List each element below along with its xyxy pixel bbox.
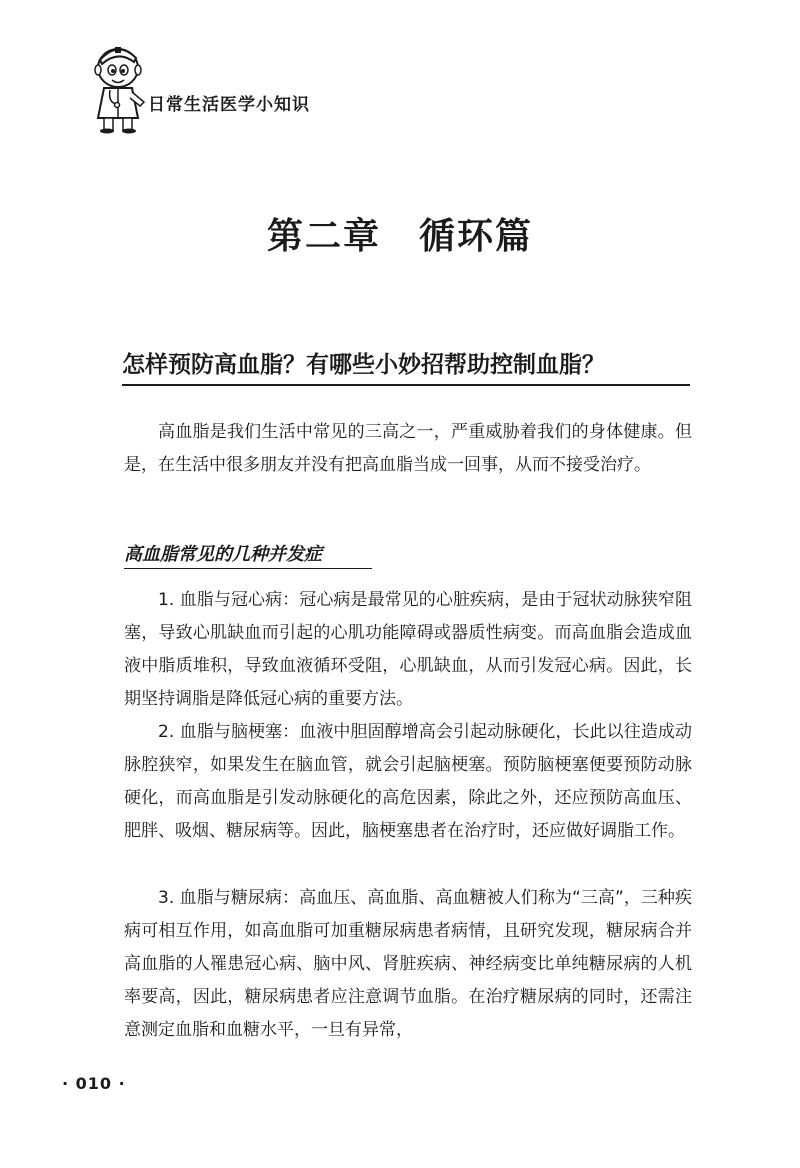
subsection-heading: 高血脂常见的几种并发症 [124,544,322,565]
complication-item-diabetes: 3. 血脂与糖尿病：高血压、高血脂、高血糖被人们称为“三高”，三种疾病可相互作用，如高血脂可加重糖尿病患者病情，且研究发现，糖尿病合并高血脂的人罹患冠心病、脑中风、肾脏疾病、神经病变比单纯糖尿病的人机率要高，因此，糖尿病患者应注意调节血脂。在治疗糖尿病的同时，还需注意测定血脂和血糖水平，一旦有异常， [124,888,692,1040]
complication-item-coronary: 1. 血脂与冠心病：冠心病是最常见的心脏疾病，是由于冠状动脉狭窄阻塞，导致心肌缺血而引起的心肌功能障碍或器质性病变。而高血脂会造成血液中脂质堆积，导致血液循环受阻，心肌缺血，从而引发冠心病。因此，长期坚持调脂是降低冠心病的重要方法。 [124,590,692,709]
chapter-title: 第二章 循环篇 [266,216,533,257]
book-title: 日常生活医学小知识 [148,95,310,115]
section-heading-underline [122,384,690,386]
subsection-heading-underline [124,568,372,569]
complication-item-cerebral-infarction: 2. 血脂与脑梗塞：血液中胆固醇增高会引起动脉硬化，长此以往造成动脉腔狭窄，如果发生在脑血管，就会引起脑梗塞。预防脑梗塞便要预防动脉硬化，而高血脂是引发动脉硬化的高危因素，除此之外，还应预防高血压、肥胖、吸烟、糖尿病等。因此，脑梗塞患者在治疗时，还应做好调脂工作。 [124,722,692,841]
running-header [88,38,388,138]
intro-paragraph: 高血脂是我们生活中常见的三高之一，严重威胁着我们的身体健康。但是，在生活中很多朋友并没有把高血脂当成一回事，从而不接受治疗。 [124,422,692,475]
section-heading: 怎样预防高血脂？有哪些小妙招帮助控制血脂？ [122,352,605,378]
page-number: · 010 · [62,1074,126,1093]
doctor-mascot-icon [88,38,150,134]
